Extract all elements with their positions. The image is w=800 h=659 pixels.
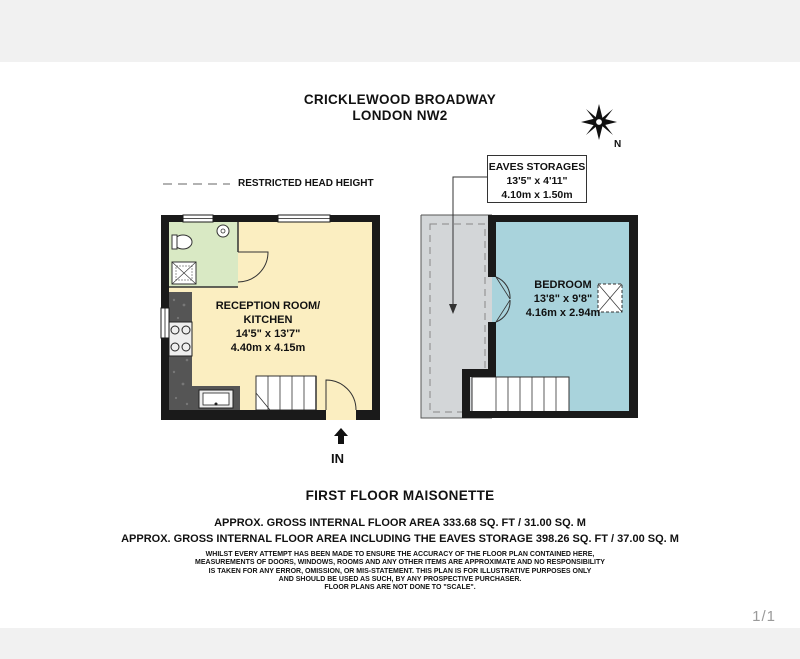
disclaimer-line: AND SHOULD BE USED AS SUCH, BY ANY PROSPECTIVE PURCHASER. — [278, 575, 522, 583]
legend-label: RESTRICTED HEAD HEIGHT — [238, 178, 374, 189]
reception-room-label — [198, 299, 338, 355]
disclaimer — [0, 551, 800, 592]
eaves-dims-metric: 4.10m x 1.50m — [501, 189, 573, 201]
eaves-dims-imperial: 13'5" x 4'11" — [506, 175, 568, 187]
eaves-title: EAVES STORAGES — [488, 161, 586, 173]
disclaimer-line: MEASUREMENTS OF DOORS, WINDOWS, ROOMS AND ANY OTHER ITEMS ARE APPROXIMATE AND NO RESPONSIBILITY — [195, 559, 605, 567]
gross-area-line1: APPROX. GROSS INTERNAL FLOOR AREA 333.68 SQ. FT / 31.00 SQ. M — [214, 517, 586, 529]
bedroom-dims-imperial: 13'8" x 9'8" — [533, 293, 593, 305]
bedroom-label — [498, 278, 628, 320]
bedroom-dims-metric: 4.16m x 2.94m — [525, 307, 601, 319]
disclaimer-line: WHILST EVERY ATTEMPT HAS BEEN MADE TO ENSURE THE ACCURACY OF THE FLOOR PLAN CONTAINED HERE, — [205, 551, 595, 558]
reception-room-name-line2: KITCHEN — [243, 314, 293, 326]
reception-room-dims-metric: 4.40m x 4.15m — [230, 342, 306, 354]
reception-room-dims-imperial: 14'5" x 13'7" — [235, 328, 301, 340]
gross-area-line2: APPROX. GROSS INTERNAL FLOOR AREA INCLUDING THE EAVES STORAGE 398.26 SQ. FT / 37.00 SQ. M — [121, 533, 679, 545]
disclaimer-line: FLOOR PLANS ARE NOT DONE TO "SCALE". — [324, 584, 476, 592]
entrance-label: IN — [331, 451, 344, 466]
bedroom-name: BEDROOM — [534, 279, 592, 291]
eaves-storage-callout — [487, 155, 587, 203]
compass-north-label: N — [614, 139, 622, 150]
page-counter: 1/1 — [752, 608, 776, 625]
disclaimer-line: IS TAKEN FOR ANY ERROR, OMISSION, OR MIS-STATEMENT. THIS PLAN IS FOR ILLUSTRATIVE PURPOSES ONLY — [208, 567, 592, 575]
address-line2: LONDON NW2 — [352, 108, 448, 123]
floor-heading: FIRST FLOOR MAISONETTE — [305, 488, 495, 503]
address-line1: CRICKLEWOOD BROADWAY — [303, 92, 497, 107]
entrance-arrow-icon — [334, 428, 348, 444]
reception-room-name-line1: RECEPTION ROOM/ — [215, 300, 321, 312]
